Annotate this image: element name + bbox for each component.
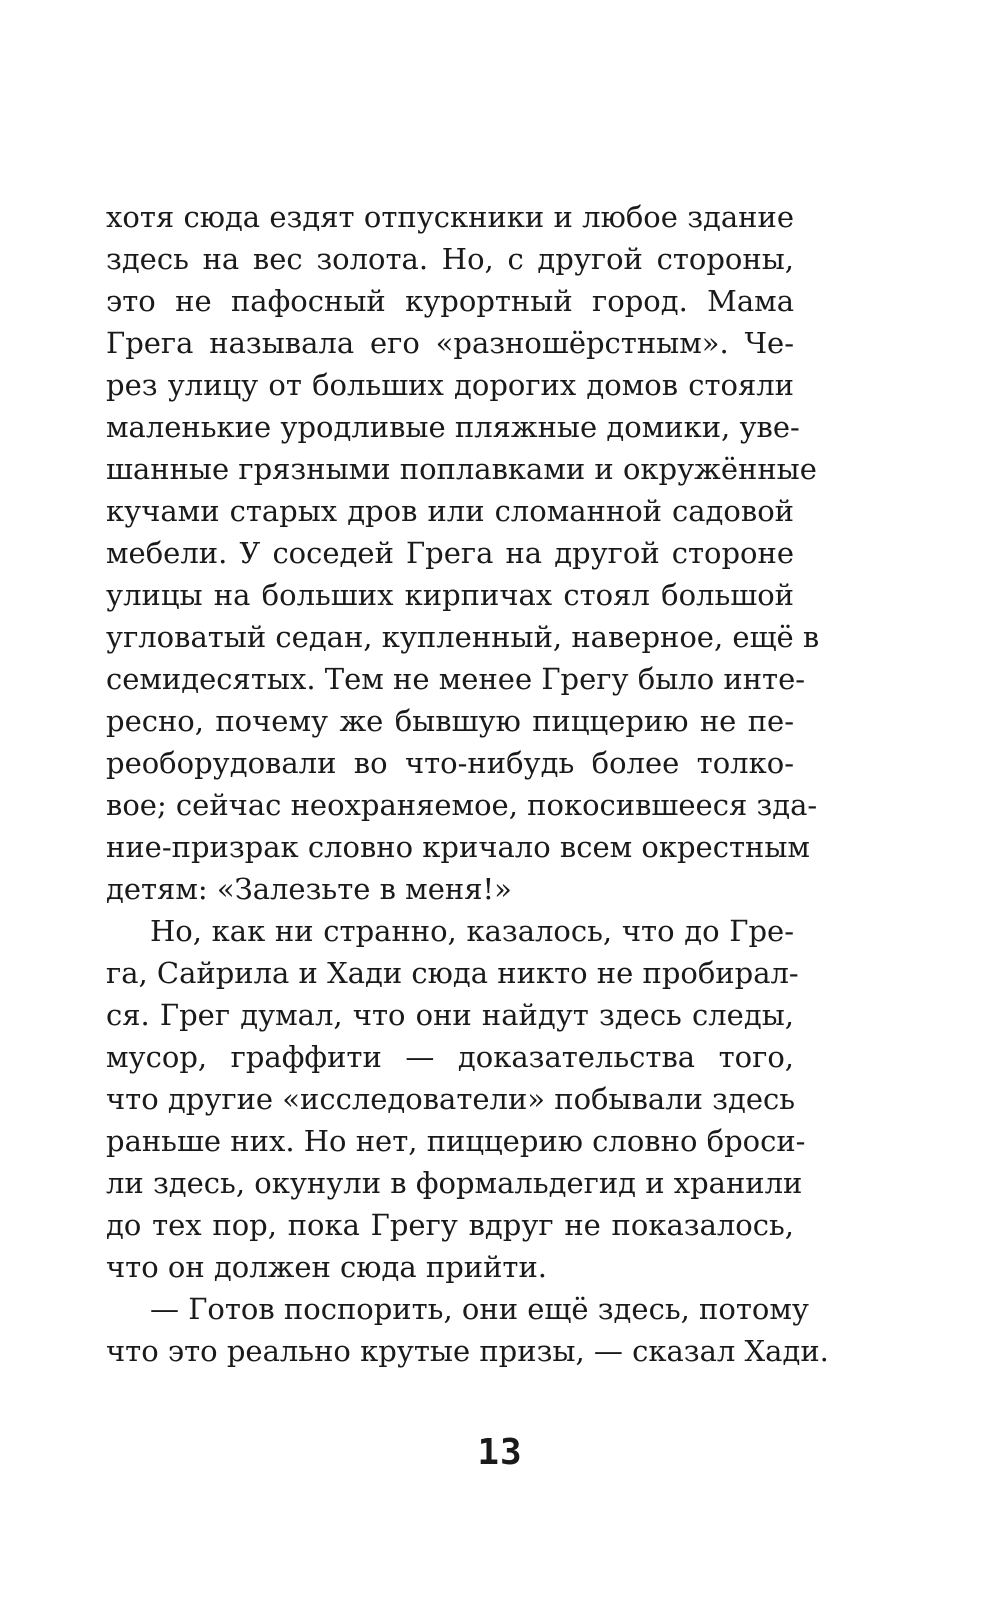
text-line: угловатый седан, купленный, наверное, ещё в: [106, 620, 820, 654]
text-line: что это реально крутые призы, — сказал Хади.: [106, 1334, 829, 1368]
text-line: детям: «Залезьте в меня!»: [106, 872, 512, 906]
text-line: улицы на больших кирпичах стоял большой: [106, 578, 794, 612]
text-line: Грега называла его «разношёрстным». Че-: [106, 326, 794, 360]
text-line: ся. Грег думал, что они найдут здесь следы,: [106, 998, 794, 1032]
text-line: что другие «исследователи» побывали здесь: [106, 1082, 796, 1116]
text-line: кучами старых дров или сломанной садовой: [106, 494, 794, 528]
text-line: рез улицу от больших дорогих домов стояли: [106, 368, 794, 402]
text-line: мусор, граффити — доказательства того,: [106, 1040, 794, 1074]
text-line: раньше них. Но нет, пиццерию словно броси-: [106, 1124, 806, 1158]
text-line: мебели. У соседей Грега на другой стороне: [106, 536, 794, 570]
text-line: ли здесь, окунули в формальдегид и хранили: [106, 1166, 803, 1200]
text-line: здесь на вес золота. Но, с другой стороны,: [106, 242, 794, 276]
page-number: 13: [477, 1432, 523, 1473]
body-text: [106, 196, 829, 1372]
text-line: га, Сайрила и Хади сюда никто не пробирал-: [106, 956, 799, 990]
text-line: хотя сюда ездят отпускники и любое здание: [106, 200, 794, 234]
text-line: реоборудовали во что-нибудь более толко-: [106, 746, 794, 780]
text-line: это не пафосный курортный город. Мама: [106, 284, 794, 318]
text-line: — Готов поспорить, они ещё здесь, потому: [150, 1292, 809, 1326]
text-line: Но, как ни странно, казалось, что до Гре-: [150, 914, 794, 948]
text-line: что он должен сюда прийти.: [106, 1250, 548, 1284]
text-line: вое; сейчас неохраняемое, покосившееся зда-: [106, 788, 818, 822]
text-line: ресно, почему же бывшую пиццерию не пе-: [106, 704, 794, 738]
text-line: маленькие уродливые пляжные домики, уве-: [106, 410, 800, 444]
text-line: до тех пор, пока Грегу вдруг не показалось,: [106, 1208, 794, 1242]
text-line: ние-призрак словно кричало всем окрестным: [106, 830, 810, 864]
text-line: шанные грязными поплавками и окружённые: [106, 452, 817, 486]
text-line: семидесятых. Тем не менее Грегу было инте-: [106, 662, 806, 696]
